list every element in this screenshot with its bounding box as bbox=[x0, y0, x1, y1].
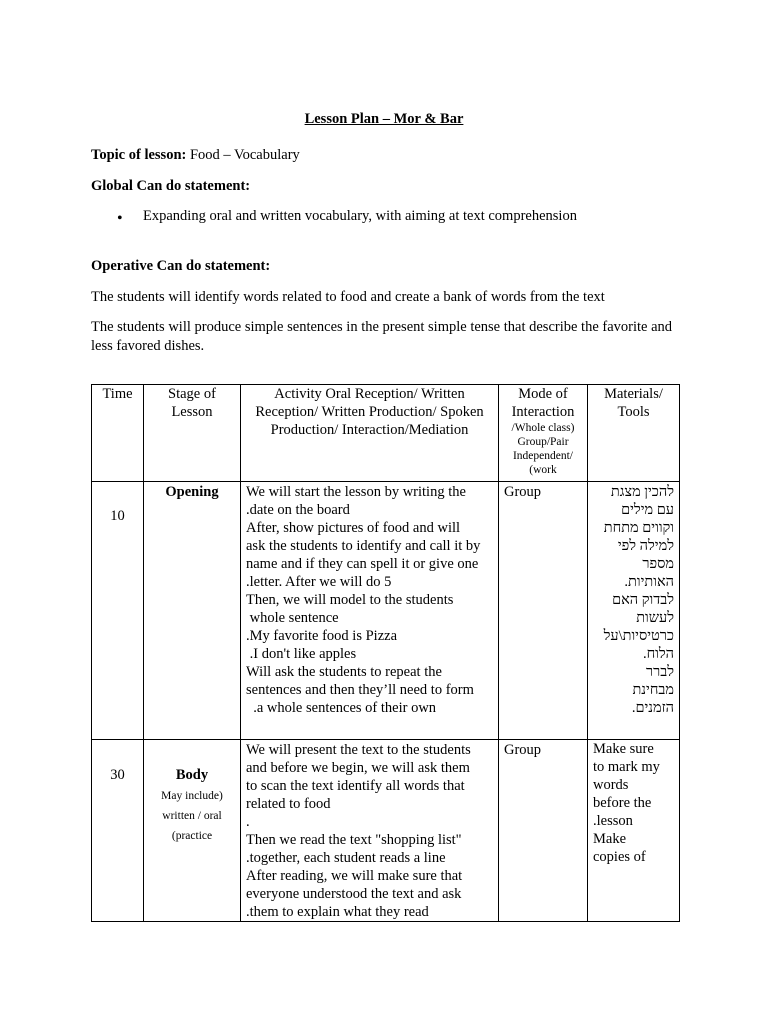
activity-line: We will start the lesson by writing the bbox=[246, 484, 466, 500]
materials-line: מספר bbox=[642, 556, 674, 572]
materials-line: כרטיסיות\על bbox=[603, 628, 674, 644]
header-mode-title: Mode of Interaction bbox=[511, 386, 575, 420]
row-stage bbox=[144, 740, 241, 922]
activity-line: related to food bbox=[246, 796, 331, 812]
materials-line: מבחינת bbox=[632, 682, 674, 698]
global-bullet-text: Expanding oral and written vocabulary, with aiming at text comprehension bbox=[143, 208, 577, 224]
activity-line: .date on the board bbox=[246, 502, 350, 518]
materials-line: להכין מצגת bbox=[610, 484, 674, 500]
row-stage: Opening bbox=[144, 482, 241, 740]
activity-line: . bbox=[246, 814, 250, 830]
activity-line: After, show pictures of food and will bbox=[246, 520, 461, 536]
materials-line: לעשות bbox=[636, 610, 674, 626]
row-activity bbox=[241, 740, 499, 922]
row-materials bbox=[588, 740, 680, 922]
materials-line: האותיות. bbox=[624, 574, 674, 590]
materials-line: הזמנים. bbox=[631, 700, 674, 716]
materials-line: before the bbox=[593, 795, 652, 811]
header-mode-note-3: Independent/ bbox=[512, 450, 574, 462]
topic-label: Topic of lesson: bbox=[91, 147, 187, 163]
materials-line: .lesson bbox=[593, 813, 633, 829]
row-time: 10 bbox=[92, 482, 144, 740]
activity-line: name and if they can spell it or give one bbox=[246, 556, 479, 572]
activity-line: .together, each student reads a line bbox=[246, 850, 446, 866]
header-time: Time bbox=[92, 385, 144, 482]
materials-line: לבדוק האם bbox=[612, 592, 674, 608]
header-activity: Activity Oral Reception/ Written Reception/ Written Production/ Spoken Production/ Interaction/Mediation bbox=[241, 385, 499, 482]
activity-line: whole sentence bbox=[246, 610, 339, 626]
activity-line: ask the students to identify and call it by bbox=[246, 538, 481, 554]
activity-line: sentences and then they’ll need to form bbox=[246, 682, 474, 698]
header-mode bbox=[499, 385, 588, 482]
row-stage-title: Body bbox=[175, 767, 209, 783]
header-stage: Stage of Lesson bbox=[144, 385, 241, 482]
activity-line: Then, we will model to the students bbox=[246, 592, 454, 608]
activity-line: .letter. After we will do 5 bbox=[246, 574, 392, 590]
activity-line: everyone understood the text and ask bbox=[246, 886, 462, 902]
row-stage-note-1: May include) bbox=[161, 790, 223, 802]
row-stage-note-2: written / oral bbox=[162, 810, 222, 822]
activity-line: .My favorite food is Pizza bbox=[246, 628, 398, 644]
activity-line: and before we begin, we will ask them bbox=[246, 760, 470, 776]
lesson-plan-table bbox=[91, 384, 680, 922]
activity-line: Then we read the text "shopping list" bbox=[246, 832, 462, 848]
row-stage-note-3: (practice bbox=[171, 830, 213, 842]
materials-line: copies of bbox=[593, 849, 646, 865]
header-mode-note-2: Group/Pair bbox=[517, 436, 569, 448]
row-mode: Group bbox=[499, 482, 588, 740]
topic-line bbox=[91, 146, 678, 165]
materials-line: to mark my bbox=[593, 759, 660, 775]
row-activity bbox=[241, 482, 499, 740]
table-header-row bbox=[92, 385, 680, 482]
operative-statement-1: The students will identify words related to food and create a bank of words from the text bbox=[91, 289, 605, 305]
row-materials bbox=[588, 482, 680, 740]
activity-line: to scan the text identify all words that bbox=[246, 778, 465, 794]
materials-line: עם מילים bbox=[621, 502, 674, 518]
table-row bbox=[92, 482, 680, 740]
materials-line: לברר bbox=[645, 664, 674, 680]
page-title: Lesson Plan – Mor & Bar bbox=[304, 111, 464, 127]
materials-line: הלוח. bbox=[642, 646, 674, 662]
header-mode-note-1: /Whole class) bbox=[511, 422, 575, 434]
topic-value: Food – Vocabulary bbox=[189, 147, 300, 163]
materials-line: Make bbox=[593, 831, 627, 847]
header-materials: Materials/ Tools bbox=[588, 385, 680, 482]
activity-line: .them to explain what they read bbox=[246, 904, 429, 920]
header-mode-note-4: (work bbox=[529, 464, 557, 476]
row-mode: Group bbox=[499, 740, 588, 922]
table-row bbox=[92, 740, 680, 922]
row-time: 30 bbox=[92, 740, 144, 922]
materials-line: Make sure bbox=[593, 741, 654, 757]
materials-line: למילה לפי bbox=[617, 538, 674, 554]
activity-line: We will present the text to the students bbox=[246, 742, 471, 758]
materials-line: words bbox=[593, 777, 629, 793]
global-heading: Global Can do statement: bbox=[91, 178, 251, 194]
activity-line: Will ask the students to repeat the bbox=[246, 664, 442, 680]
activity-line: .I don't like apples bbox=[246, 646, 357, 662]
activity-line: After reading, we will make sure that bbox=[246, 868, 463, 884]
operative-heading: Operative Can do statement: bbox=[91, 258, 271, 274]
operative-statement-2: The students will produce simple sentences in the present simple tense that describe the favorite and less favored dishes. bbox=[91, 319, 673, 354]
materials-line: וקווים מתחת bbox=[603, 520, 674, 536]
bullet-icon: • bbox=[117, 210, 123, 227]
activity-line: .a whole sentences of their own bbox=[246, 700, 437, 716]
